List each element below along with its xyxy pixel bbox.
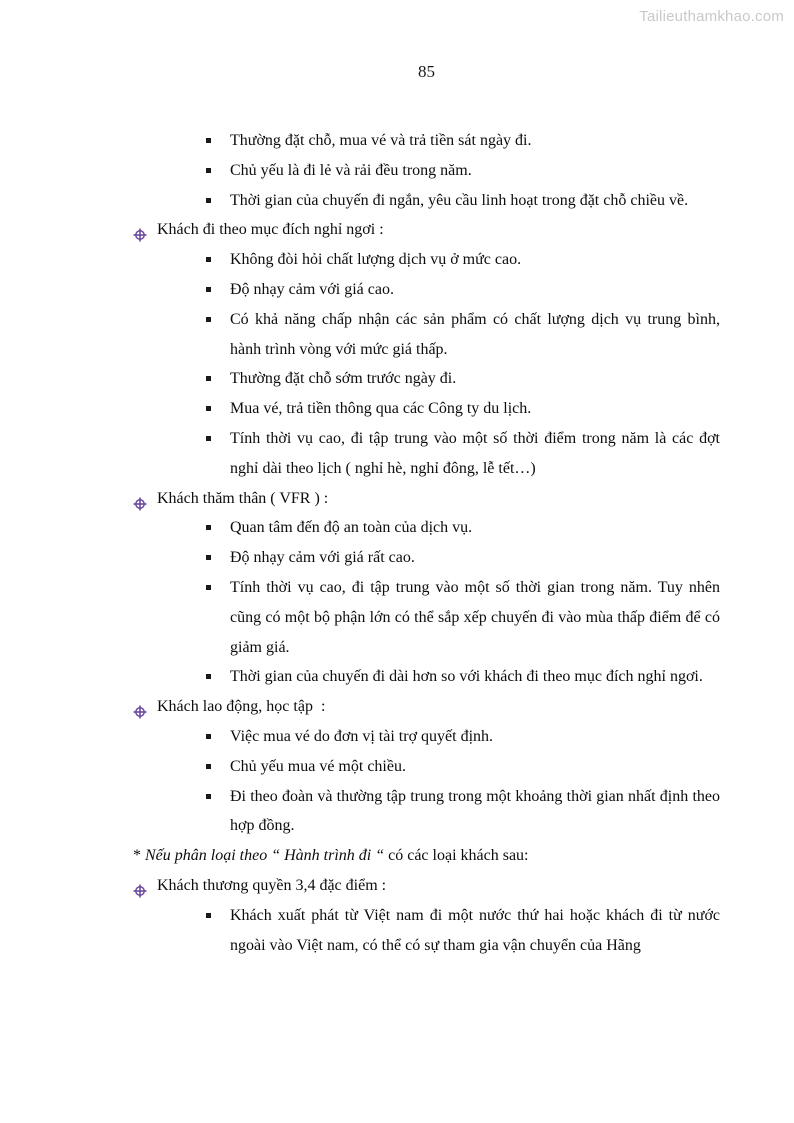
square-bullet-icon xyxy=(206,376,211,381)
square-bullet-icon xyxy=(206,287,211,292)
list-item-text: Thường đặt chỗ, mua vé và trả tiền sát ngày đi. xyxy=(230,132,532,149)
square-bullet-icon xyxy=(206,913,211,918)
list-item xyxy=(133,662,720,692)
list-item-text: Thời gian của chuyến đi ngắn, yêu cầu linh hoạt trong đặt chỗ chiều về. xyxy=(230,191,689,209)
note-prefix: * xyxy=(133,847,145,865)
list-item-text: Khách xuất phát từ Việt nam đi một nước thứ hai hoặc khách đi từ nước ngoài vào Việt nam, có thể có sự tham gia vận chuyển của Hãng xyxy=(230,906,720,954)
note-italic-text: Nếu phân loại theo “ Hành trình đi “ xyxy=(145,847,389,865)
square-bullet-icon xyxy=(206,585,211,590)
square-bullet-icon xyxy=(206,138,211,143)
note-rest-text: có các loại khách sau: xyxy=(388,847,529,865)
heading-item xyxy=(133,692,720,722)
crosshair-circle-bullet-icon xyxy=(133,223,147,237)
square-bullet-icon xyxy=(206,406,211,411)
list-item xyxy=(133,901,720,961)
square-bullet-icon xyxy=(206,168,211,173)
square-bullet-icon xyxy=(206,764,211,769)
list-item xyxy=(133,543,720,573)
list-item-text: Thời gian của chuyến đi dài hơn so với khách đi theo mục đích nghỉ ngơi. xyxy=(230,668,703,686)
list-item-text: Chủ yếu mua vé một chiều. xyxy=(230,757,406,775)
square-bullet-icon xyxy=(206,794,211,799)
page-number: 85 xyxy=(418,62,435,81)
note-line xyxy=(133,841,720,871)
list-item xyxy=(133,186,720,216)
square-bullet-icon xyxy=(206,198,211,203)
crosshair-circle-bullet-icon xyxy=(133,700,147,714)
list-item xyxy=(133,722,720,752)
list-item-text: Tính thời vụ cao, đi tập trung vào một số thời điểm trong năm là các đợt nghỉ dài theo lịch ( nghỉ hè, nghỉ đông, lễ tết…) xyxy=(230,429,720,477)
list-item xyxy=(133,126,720,156)
heading-item xyxy=(133,871,720,901)
list-item xyxy=(133,752,720,782)
list-item xyxy=(133,245,720,275)
list-item-text: Mua vé, trả tiền thông qua các Công ty du lịch. xyxy=(230,400,532,418)
list-item xyxy=(133,513,720,543)
list-item-text: Việc mua vé do đơn vị tài trợ quyết định. xyxy=(230,727,494,745)
document-body xyxy=(133,126,720,960)
list-item xyxy=(133,782,720,842)
heading-text: Khách lao động, học tập : xyxy=(157,698,326,716)
list-item-text: Đi theo đoàn và thường tập trung trong một khoảng thời gian nhất định theo hợp đồng. xyxy=(230,787,720,835)
list-item-text: Quan tâm đến độ an toàn của dịch vụ. xyxy=(230,519,473,537)
list-item-text: Độ nhạy cảm với giá cao. xyxy=(230,280,394,298)
crosshair-circle-bullet-icon xyxy=(133,879,147,893)
list-item-text: Thường đặt chỗ sớm trước ngày đi. xyxy=(230,370,457,388)
square-bullet-icon xyxy=(206,674,211,679)
heading-item xyxy=(133,215,720,245)
watermark: Tailieuthamkhao.com xyxy=(639,8,784,25)
list-item xyxy=(133,156,720,186)
square-bullet-icon xyxy=(206,525,211,530)
square-bullet-icon xyxy=(206,734,211,739)
list-item xyxy=(133,394,720,424)
square-bullet-icon xyxy=(206,436,211,441)
heading-text: Khách thương quyền 3,4 đặc điểm : xyxy=(157,876,387,894)
list-item-text: Không đòi hỏi chất lượng dịch vụ ở mức cao. xyxy=(230,251,522,269)
list-item-text: Tính thời vụ cao, đi tập trung vào một số thời gian trong năm. Tuy nhên cũng có một bộ phận lớn có thể sắp xếp chuyến đi vào mùa thấp điểm để có giảm giá. xyxy=(230,578,720,656)
list-item-text: Chủ yếu là đi lẻ và rải đều trong năm. xyxy=(230,161,472,179)
square-bullet-icon xyxy=(206,555,211,560)
heading-text: Khách đi theo mục đích nghỉ ngơi : xyxy=(157,221,384,239)
crosshair-circle-bullet-icon xyxy=(133,492,147,506)
heading-item xyxy=(133,484,720,514)
list-item xyxy=(133,424,720,484)
list-item xyxy=(133,305,720,365)
list-item xyxy=(133,573,720,662)
square-bullet-icon xyxy=(206,257,211,262)
heading-text: Khách thăm thân ( VFR ) : xyxy=(157,489,329,507)
list-item-text: Có khả năng chấp nhận các sản phẩm có chất lượng dịch vụ trung bình, hành trình vòng với mức giá thấp. xyxy=(230,310,720,358)
list-item xyxy=(133,364,720,394)
square-bullet-icon xyxy=(206,317,211,322)
list-item xyxy=(133,275,720,305)
list-item-text: Độ nhạy cảm với giá rất cao. xyxy=(230,549,415,567)
